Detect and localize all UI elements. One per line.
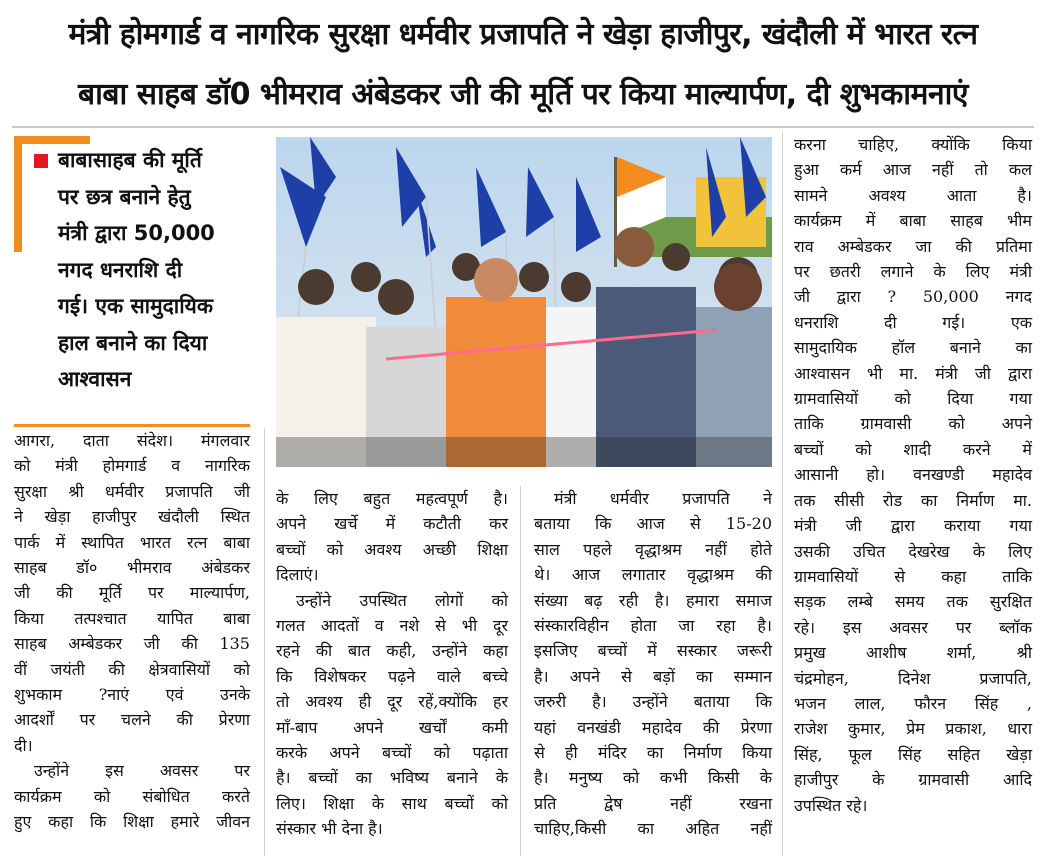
text-line: संस्कारविहीन होता जा रहा है। bbox=[534, 616, 772, 636]
text-line: सिंह, फूल सिंह सहित खेड़ा bbox=[794, 744, 1032, 764]
text-line: गलत आदतों व नशे से भी दूर bbox=[276, 616, 508, 636]
ceremony-photo bbox=[276, 137, 772, 467]
text-line: प्रति द्वेष नहीं रखना bbox=[534, 793, 772, 813]
text-line: उन्होंने इस अवसर पर bbox=[34, 761, 250, 781]
text-line: को मंत्री होमगार्ड व नागरिक bbox=[14, 456, 250, 476]
headline-divider bbox=[12, 126, 1034, 128]
text-line: कि विशेषकर पढ़ने वाले बच्चे bbox=[276, 666, 508, 686]
text-line: जरुरी है। उन्होंने बताया कि bbox=[534, 692, 772, 712]
text-line: चंद्रमोहन, दिनेश प्रजापति, bbox=[794, 668, 1032, 688]
highlight-line: मंत्री द्वारा 50,000 bbox=[58, 221, 215, 245]
text-line: भजन लाल, फौरन सिंह , bbox=[794, 693, 1032, 713]
column-divider bbox=[264, 428, 265, 856]
text-line: चाहिए,किसी का अहित नहीं bbox=[534, 819, 772, 839]
text-line: धनराशि दी गई। एक bbox=[794, 312, 1032, 332]
text-line: किया तत्पश्चात यापित बाबा bbox=[14, 608, 250, 628]
text-line: तो अवश्य ही दूर रहें,क्योंकि हर bbox=[276, 692, 508, 712]
text-line: वीं जयंती की क्षेत्रवासियों को bbox=[14, 659, 250, 679]
text-line: रहे। इस अवसर पर ब्लॉक bbox=[794, 617, 1032, 637]
text-line: के लिए बहुत महत्वपूर्ण है। bbox=[276, 489, 508, 508]
text-line: संस्कार भी देना है। bbox=[276, 819, 383, 839]
text-line: थे। आज लगातार वृद्धाश्रम की bbox=[534, 565, 772, 585]
highlight-line: बाबासाहब की मूर्ति bbox=[58, 148, 202, 172]
text-line: सुरक्षा श्री धर्मवीर प्रजापति जी bbox=[14, 481, 250, 501]
text-line: आगरा, दाता संदेश। मंगलवार bbox=[14, 431, 250, 450]
text-line: उसकी उचित देखरेख के लिए bbox=[794, 541, 1032, 561]
text-line: करके अपने बच्चों को पढ़ाता bbox=[276, 743, 508, 763]
headline-line-2: बाबा साहब डॉ0 भीमराव अंबेडकर जी की मूर्ति पर किया माल्यार्पण, दी शुभकामनाएं bbox=[78, 77, 968, 112]
text-line: माँ-बाप अपने खर्चों कमी bbox=[276, 717, 508, 737]
text-line: प्रमुख आशीष शर्मा, श्री bbox=[794, 643, 1032, 663]
text-line: राजेश कुमार, प्रेम प्रकाश, धारा bbox=[794, 719, 1032, 739]
text-line: बच्चों को अवश्य अच्छी शिक्षा bbox=[276, 539, 508, 559]
text-line: जी की मूर्ति पर माल्यार्पण, bbox=[14, 583, 250, 603]
article-column-3 bbox=[534, 486, 772, 842]
bullet-square-icon bbox=[34, 154, 48, 168]
text-line: ग्रामवासियों को दिया गया bbox=[794, 389, 1032, 409]
highlight-line: गई। एक सामुदायिक bbox=[58, 294, 213, 318]
text-line: इसजिए बच्चों में सस्कार जरूरी bbox=[534, 641, 772, 661]
text-line: हुआ कर्म आज नहीं तो कल bbox=[794, 160, 1032, 180]
text-line: आश्वासन भी मा. मंत्री जी द्वारा bbox=[794, 363, 1032, 383]
text-line: है। अपने से बड़ों का सम्मान bbox=[534, 666, 772, 686]
text-line: साहब डॉ० भीमराव अंबेडकर bbox=[14, 558, 250, 578]
text-line: कार्यक्रम को संबोधित करते bbox=[14, 786, 250, 806]
photo-illustration bbox=[276, 137, 772, 467]
text-line: साहब अम्बेडकर जी की 135 bbox=[14, 634, 250, 654]
text-line: जी द्वारा ? 50,000 नगद bbox=[794, 287, 1032, 307]
highlight-box bbox=[14, 136, 254, 426]
highlight-corner-left bbox=[14, 136, 22, 252]
text-line: करना चाहिए, क्योंकि किया bbox=[794, 135, 1032, 154]
text-line: उन्होंने उपस्थित लोगों को bbox=[296, 590, 508, 610]
text-line: पार्क में स्थापित भारत रत्न बाबा bbox=[14, 532, 250, 552]
text-line: ग्रामवासियों से कहा ताकि bbox=[794, 566, 1032, 586]
text-line: बताया कि आज से 15-20 bbox=[534, 514, 772, 534]
text-line: तक सीसी रोड का निर्माण मा. bbox=[794, 490, 1032, 510]
highlight-text bbox=[58, 142, 258, 398]
text-line: रहने की बात कही, उन्होंने कहा bbox=[276, 641, 508, 661]
text-line: सामुदायिक हॉल बनाने का bbox=[794, 338, 1032, 358]
column-divider bbox=[520, 486, 521, 856]
text-line: आदर्शों पर चलने की प्रेरणा bbox=[14, 710, 250, 730]
column-divider bbox=[782, 132, 783, 856]
text-line: हाजीपुर के ग्रामवासी आदि bbox=[794, 770, 1032, 790]
text-line: उपस्थित रहे। bbox=[794, 795, 868, 815]
text-line: पर छतरी लगाने के लिए मंत्री bbox=[794, 262, 1032, 282]
text-line: कार्यक्रम में बाबा साहब भीम bbox=[794, 211, 1032, 231]
text-line: ने खेड़ा हाजीपुर खंदौली स्थित bbox=[14, 507, 250, 527]
text-line: अपने खर्चे में कटौती कर bbox=[276, 514, 508, 534]
highlight-line: हाल बनाने का दिया bbox=[58, 330, 208, 355]
article-column-1 bbox=[14, 428, 250, 835]
article-column-4 bbox=[794, 132, 1032, 818]
text-line: से ही मंदिर का निर्माण किया bbox=[534, 743, 772, 763]
text-line: आसानी हो। वनखण्डी महादेव bbox=[794, 465, 1032, 485]
text-line: ताकि ग्रामवासी को अपने bbox=[794, 414, 1032, 434]
text-line: सड़क लम्बे समय तक सुरक्षित bbox=[794, 592, 1032, 612]
text-line: मंत्री जी द्वारा कराया गया bbox=[794, 516, 1032, 536]
text-line: संख्या बढ़ रही है। हमारा समाज bbox=[534, 590, 772, 610]
text-line: दी। bbox=[14, 735, 33, 755]
text-line: हुए कहा कि शिक्षा हमारे जीवन bbox=[14, 812, 250, 832]
highlight-line: नगद धनराशि दी bbox=[58, 257, 183, 282]
highlight-divider bbox=[14, 424, 250, 427]
text-line: साल पहले वृद्धाश्रम नहीं होते bbox=[534, 539, 772, 559]
text-line: सामने अवश्य आता है। bbox=[794, 185, 1032, 205]
text-line: बच्चों को शादी करने में bbox=[794, 439, 1032, 459]
text-line: है। मनुष्य को कभी किसी के bbox=[534, 768, 772, 788]
text-line: शुभकाम ?नाएं एवं उनके bbox=[14, 685, 250, 705]
highlight-line: पर छत्र बनाने हेतु bbox=[58, 184, 191, 209]
text-line: दिलाएं। bbox=[276, 565, 319, 585]
text-line: है। बच्चों का भविष्य बनाने के bbox=[276, 768, 508, 788]
text-line: लिए। शिक्षा के साथ बच्चों को bbox=[276, 793, 508, 813]
text-line: मंत्री धर्मवीर प्रजापति ने bbox=[554, 489, 772, 508]
article-column-2 bbox=[276, 486, 508, 842]
text-line: यहां वनखंडी महादेव की प्रेरणा bbox=[534, 717, 772, 737]
headline-line-1: मंत्री होमगार्ड व नागरिक सुरक्षा धर्मवीर प्रजापति ने खेड़ा हाजीपुर, खंदौली में भारत रत्न bbox=[68, 17, 978, 52]
highlight-line: आश्वासन bbox=[58, 367, 132, 391]
text-line: राव अम्बेडकर जा की प्रतिमा bbox=[794, 236, 1032, 256]
